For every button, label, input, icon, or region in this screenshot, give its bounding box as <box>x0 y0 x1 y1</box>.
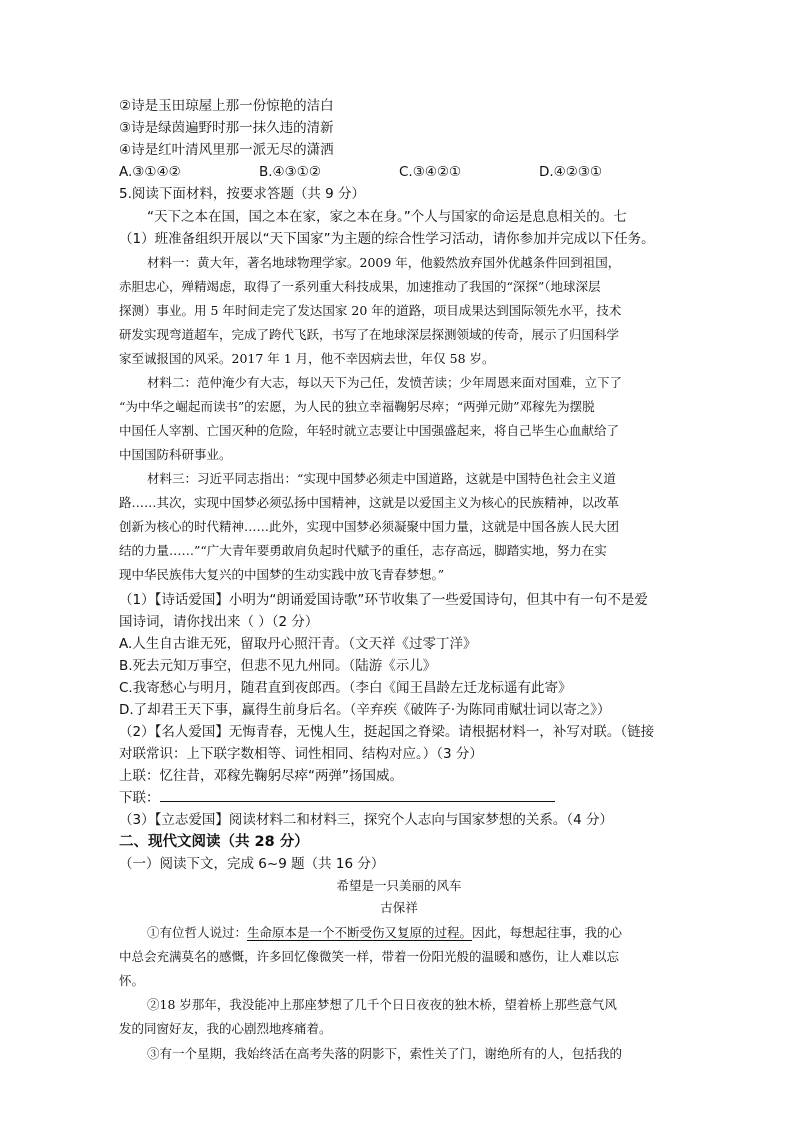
material1-line: 研发实现弯道超车，完成了跨代飞跃，书写了在地球深层探测领域的传奇，展示了归国科学 <box>119 327 620 342</box>
couplet-answer-blank[interactable] <box>160 787 555 802</box>
part1-instruction: （一）阅读下文，完成 6~9 题（共 16 分） <box>119 856 385 872</box>
material2-line: 中国国防科研事业。 <box>119 447 232 462</box>
material2-line: 材料二：范仲淹少有大志，每以天下为己任，发愤苦读；少年周恩来面对国难，立下了 <box>147 375 623 390</box>
sub2-question: （2）【名人爱国】无悔青春，无愧人生，挺起国之脊梁。请根据材料一，补写对联。（链接 <box>119 724 655 740</box>
sub3-question: （3）【立志爱国】阅读材料二和材料三，探究个人志向与国家梦想的关系。（4 分） <box>119 812 613 828</box>
section2-title: 二、现代文阅读（共 28 分） <box>119 834 309 850</box>
para2-line: ②18 岁那年，我没能冲上那座梦想了几千个日日夜夜的独木桥，望着桥上那些意气风 <box>147 997 617 1012</box>
q4-option-c[interactable]: C.③④②① <box>399 164 462 180</box>
q4-option-b[interactable]: B.④③①② <box>259 164 321 180</box>
material3-line: 路……其次，实现中国梦必须弘扬中国精神，这就是以爱国主义为核心的民族精神，以改革 <box>119 495 620 510</box>
couplet-upper: 上联：忆往昔，邓稼先鞠躬尽瘁“两弹”扬国威。 <box>119 768 403 784</box>
q4-option-d[interactable]: D.④②③① <box>539 164 603 180</box>
para1-line: 怀。 <box>119 973 145 988</box>
material3-line: 结的力量……”“广大青年要勇敢肩负起时代赋予的重任，志存高远，脚踏实地，努力在实 <box>119 543 607 558</box>
article-author: 古保祥 <box>380 900 418 915</box>
material2-line: “为中华之崛起而读书”的宏愿，为人民的独立幸福鞠躬尽瘁；“两弹元勋”邓稼先为摆脱 <box>119 399 595 414</box>
para3-line: ③有一个星期，我始终活在高考失落的阴影下，索性关了门，谢绝所有的人，包括我的 <box>147 1046 623 1061</box>
couplet-lower-label: 下联： <box>119 790 160 806</box>
para1-suffix: 因此，每想起往事，我的心 <box>472 925 623 940</box>
poem-line-2: ②诗是玉田琼屋上那一份惊艳的洁白 <box>119 98 334 114</box>
q4-options <box>119 161 679 183</box>
sub2-question: 对联常识：上下联字数相等、词性相同、结构对应。）（3 分） <box>119 746 483 762</box>
sub1-option-b[interactable]: B.死去元知万事空，但悲不见九州同。（陆游《示儿》 <box>119 658 437 674</box>
para1-line: 中总会充满莫名的感慨，许多回忆像微笑一样，带着一份阳光般的温暖和感伤，让人难以忘 <box>119 949 620 964</box>
material1-line: 探测）事业。用 5 年时间走完了发达国家 20 年的道路，项目成果达到国际领先水平，技术 <box>119 303 622 318</box>
material1-line: 家至诚报国的风采。2017 年 1 月，他不幸因病去世，年仅 58 岁。 <box>119 351 495 366</box>
q4-option-a[interactable]: A.③①④② <box>119 164 181 180</box>
material2-line: 中国任人宰割、亡国灭种的危险，年轻时就立志要让中国强盛起来，将自己毕生心血献给了 <box>119 423 620 438</box>
couplet-lower <box>119 787 679 809</box>
para1-first-line <box>147 922 679 944</box>
para1-prefix: ①有位哲人说过： <box>147 925 248 940</box>
poem-line-4: ④诗是红叶清风里那一派无尽的潇洒 <box>119 142 334 158</box>
sub1-option-a[interactable]: A.人生自古谁无死，留取丹心照汗青。（文天祥《过零丁洋》 <box>119 636 477 652</box>
q5-title: 5.阅读下面材料，按要求答题（共 9 分） <box>119 186 366 202</box>
q5-task: （1）班准备组织开展以“天下国家”为主题的综合性学习活动，请你参加并完成以下任务。 <box>119 231 655 247</box>
para2-line: 发的同窗好友，我的心剧烈地疼痛着。 <box>119 1021 332 1036</box>
sub1-option-d[interactable]: D.了却君王天下事，赢得生前身后名。（辛弃疾《破阵子·为陈同甫赋壮词以寄之》） <box>119 702 611 718</box>
poem-line-3: ③诗是绿茵遍野时那一抹久违的清新 <box>119 120 334 136</box>
material3-line: 创新为核心的时代精神……此外，实现中国梦必须凝聚中国力量，这就是中国各族人民大团 <box>119 519 620 534</box>
material1-line: 材料一：黄大年，著名地球物理学家。2009 年，他毅然放弃国外优越条件回到祖国， <box>147 255 621 270</box>
para1-quote: 生命原本是一个不断受伤又复原的过程。 <box>247 925 473 940</box>
sub1-question: 国诗词，请你找出来（ ）（2 分） <box>119 614 319 630</box>
article-title: 希望是一只美丽的风车 <box>336 878 462 893</box>
material3-line: 现中华民族伟大复兴的中国梦的生动实践中放飞青春梦想。” <box>119 567 445 582</box>
sub1-question: （1）【诗话爱国】小明为“朗诵爱国诗歌”环节收集了一些爱国诗句，但其中有一句不是爱 <box>119 592 648 608</box>
q5-intro: “天下之本在国，国之本在家，家之本在身。”个人与国家的命运是息息相关的。七 <box>147 209 627 225</box>
material1-line: 赤胆忠心，殚精竭虑，取得了一系列重大科技成果，加速推动了我国的“深探”（地球深层 <box>119 279 601 294</box>
sub1-option-c[interactable]: C.我寄愁心与明月，随君直到夜郎西。（李白《闻王昌龄左迁龙标遥有此寄》 <box>119 680 572 696</box>
material3-line: 材料三：习近平同志指出：“实现中国梦必须走中国道路，这就是中国特色社会主义道 <box>147 471 616 486</box>
